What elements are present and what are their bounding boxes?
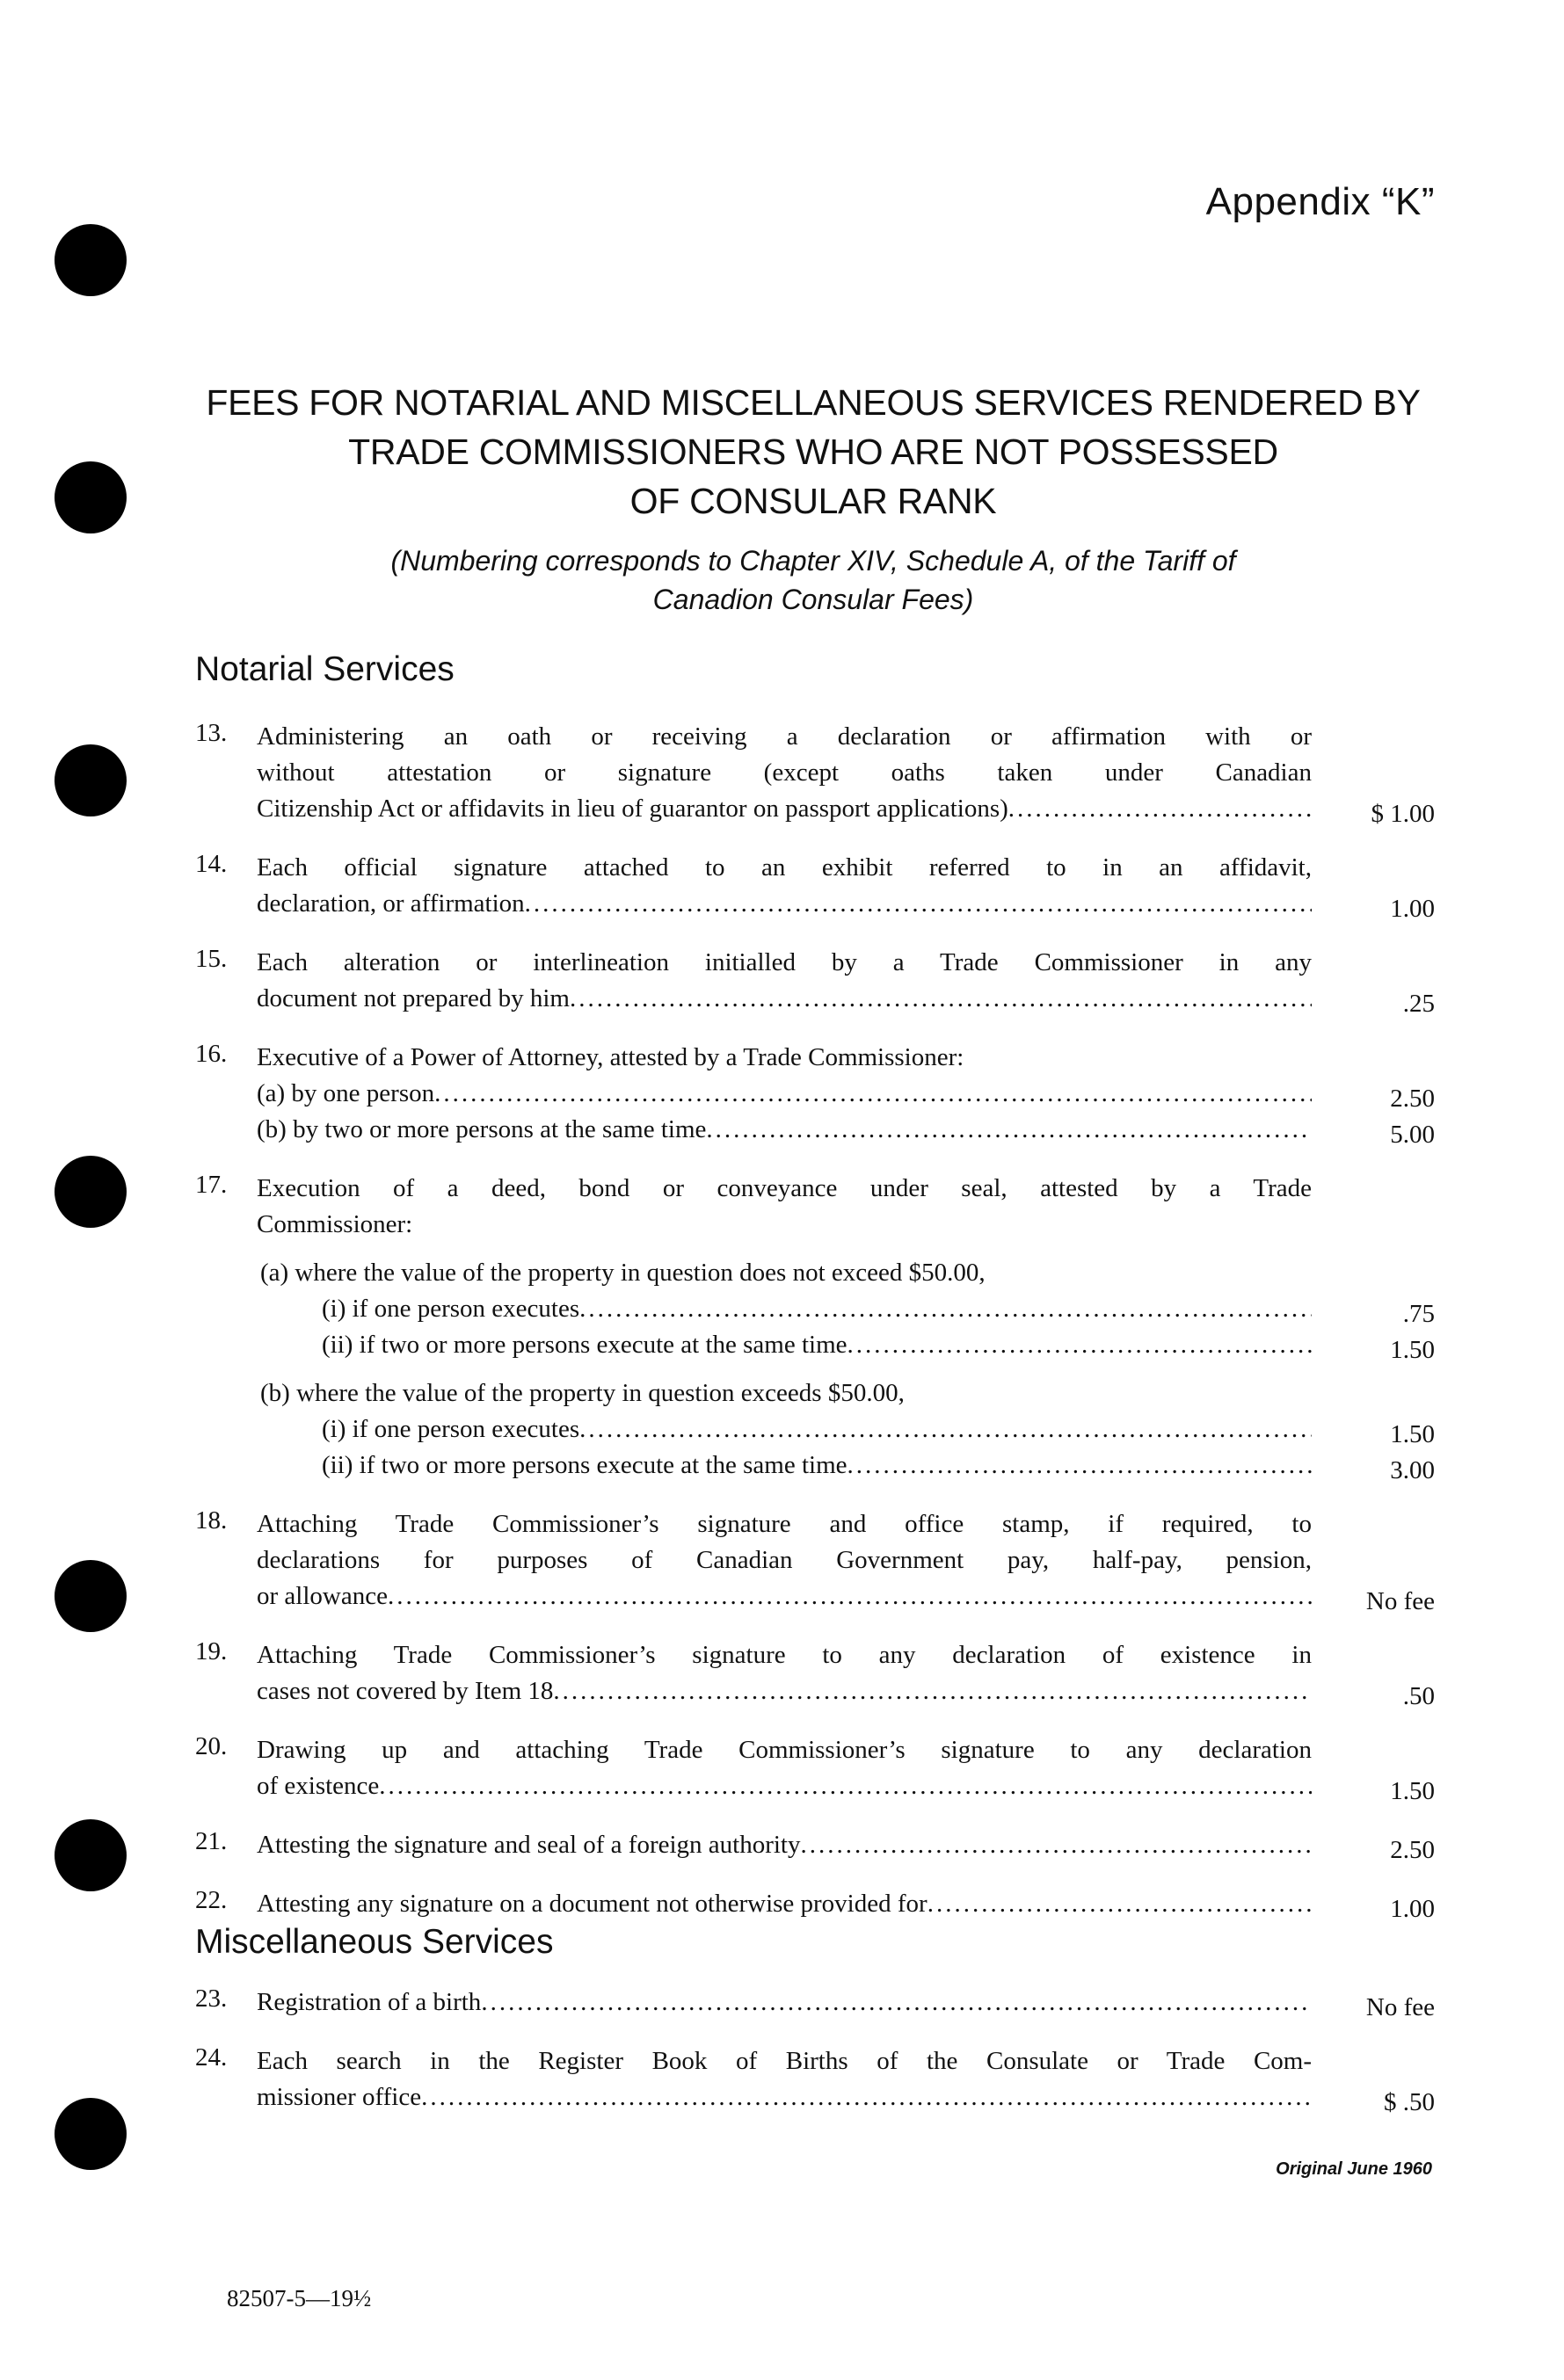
binder-hole — [55, 1819, 127, 1891]
item-subline — [257, 1448, 1435, 1484]
item-text: (b) by two or more persons at the same time — [257, 1115, 707, 1143]
item-text: (a) where the value of the property in question does not exceed $50.00, — [260, 1259, 986, 1287]
section-heading-notarial: Notarial Services — [195, 650, 455, 688]
item-text: or allowance — [257, 1582, 388, 1610]
item-text: Registration of a birth — [257, 1988, 482, 2016]
item-text: (i) if one person executes — [322, 1295, 580, 1323]
item-text-line — [257, 1985, 1435, 2021]
item-number: 18. — [195, 1506, 228, 1535]
item-number: 22. — [195, 1886, 228, 1914]
item-subline — [257, 1291, 1435, 1327]
item-text-line — [257, 1827, 1435, 1863]
fee-amount: 3.00 — [1390, 1456, 1435, 1484]
item-text: of existence — [257, 1772, 380, 1800]
item-number: 21. — [195, 1827, 228, 1855]
item-number: 19. — [195, 1637, 228, 1665]
fee-item-16 — [195, 1040, 1435, 1148]
fee-item-17 — [195, 1171, 1435, 1484]
item-text: Drawing up and attaching Trade Commissioner’s signature to any declaration — [257, 1736, 1312, 1764]
item-number: 20. — [195, 1732, 228, 1760]
item-text-line — [257, 1673, 1435, 1709]
fee-amount: 1.50 — [1390, 1777, 1435, 1804]
item-text-line — [257, 791, 1435, 827]
revision-date: Original June 1960 — [1276, 2159, 1432, 2179]
title-line: TRADE COMMISSIONERS WHO ARE NOT POSSESSED — [348, 432, 1278, 472]
fee-amount: 2.50 — [1390, 1836, 1435, 1863]
item-subline — [257, 1411, 1435, 1448]
item-text: (b) where the value of the property in question exceeds $50.00, — [260, 1379, 905, 1407]
item-text: declaration, or affirmation — [257, 889, 525, 918]
fee-amount: No fee — [1365, 1993, 1435, 2021]
fee-amount: $ .50 — [1384, 2088, 1435, 2115]
notarial-fee-list — [195, 719, 1435, 1945]
fee-item-13 — [195, 719, 1435, 827]
item-text: Executive of a Power of Attorney, attested by a Trade Commissioner: — [257, 1043, 964, 1071]
fee-item-20 — [195, 1732, 1435, 1804]
fee-amount: .50 — [1402, 1682, 1435, 1709]
item-text: (i) if one person executes — [322, 1415, 580, 1443]
fee-amount: 2.50 — [1390, 1085, 1435, 1112]
binder-hole — [55, 1560, 127, 1632]
page-title — [185, 378, 1442, 526]
item-number: 24. — [195, 2043, 228, 2072]
item-text: Each official signature attached to an exhibit referred to in an affidavit, — [257, 853, 1312, 882]
fee-amount: 1.50 — [1390, 1336, 1435, 1363]
item-text-line — [257, 1886, 1435, 1922]
item-text: cases not covered by Item 18 — [257, 1677, 554, 1705]
item-subline — [257, 1076, 1435, 1112]
item-text: Each search in the Register Book of Births of the Consulate or Trade Com- — [257, 2047, 1312, 2075]
item-text: declarations for purposes of Canadian Government pay, half-pay, pension, — [257, 1546, 1312, 1574]
item-number: 17. — [195, 1171, 228, 1199]
section-heading-miscellaneous: Miscellaneous Services — [195, 1923, 554, 1961]
fee-item-21 — [195, 1827, 1435, 1863]
item-text: missioner office — [257, 2083, 422, 2111]
item-text: without attestation or signature (except oaths taken under Canadian — [257, 758, 1312, 787]
fee-item-23 — [195, 1985, 1435, 2021]
item-number: 16. — [195, 1040, 228, 1068]
item-text: Attaching Trade Commissioner’s signature and office stamp, if required, to — [257, 1510, 1312, 1538]
subtitle-line: Canadion Consular Fees) — [652, 584, 974, 615]
item-text-line — [257, 1578, 1435, 1614]
fee-amount: .75 — [1402, 1300, 1435, 1327]
item-text: Execution of a deed, bond or conveyance under seal, attested by a Trade — [257, 1174, 1312, 1202]
fee-item-22 — [195, 1886, 1435, 1922]
item-text: (ii) if two or more persons execute at the same time — [322, 1451, 847, 1479]
item-text-line — [257, 981, 1435, 1017]
item-subline — [257, 1112, 1435, 1148]
page-subtitle — [237, 541, 1389, 619]
item-text-line — [257, 2079, 1435, 2115]
fee-item-15 — [195, 945, 1435, 1017]
misc-fee-list — [195, 1985, 1435, 2138]
item-number: 15. — [195, 945, 228, 973]
item-number: 23. — [195, 1985, 228, 2013]
fee-amount: 5.00 — [1390, 1121, 1435, 1148]
binder-hole — [55, 1156, 127, 1228]
fee-item-19 — [195, 1637, 1435, 1709]
item-text: Each alteration or interlineation initialled by a Trade Commissioner in any — [257, 948, 1312, 976]
fee-amount: 1.50 — [1390, 1420, 1435, 1448]
fee-amount: .25 — [1402, 990, 1435, 1017]
item-text: Citizenship Act or affidavits in lieu of guarantor on passport applications) — [257, 795, 1008, 823]
item-text-line — [257, 1768, 1435, 1804]
print-code: 82507-5—19½ — [227, 2285, 372, 2311]
item-text: Attesting any signature on a document not otherwise provided for — [257, 1890, 927, 1918]
item-text: document not prepared by him — [257, 984, 570, 1012]
fee-amount: 1.00 — [1390, 1895, 1435, 1922]
item-text: (a) by one person — [257, 1079, 435, 1107]
fee-item-14 — [195, 850, 1435, 922]
fee-amount: $ 1.00 — [1371, 800, 1435, 827]
subtitle-line: (Numbering corresponds to Chapter XIV, Schedule A, of the Tariff of — [390, 545, 1236, 577]
item-text: Attesting the signature and seal of a foreign authority — [257, 1831, 801, 1859]
title-line: FEES FOR NOTARIAL AND MISCELLANEOUS SERVICES RENDERED BY — [206, 382, 1421, 423]
appendix-label: Appendix “K” — [1205, 180, 1435, 223]
item-text: Administering an oath or receiving a declaration or affirmation with or — [257, 722, 1312, 751]
binder-hole — [55, 744, 127, 816]
fee-item-18 — [195, 1506, 1435, 1614]
item-number: 13. — [195, 719, 228, 747]
binder-hole — [55, 461, 127, 533]
item-subline — [257, 1327, 1435, 1363]
item-text: Attaching Trade Commissioner’s signature to any declaration of existence in — [257, 1641, 1312, 1669]
item-text-line — [257, 886, 1435, 922]
item-text: Commissioner: — [257, 1210, 413, 1238]
binder-hole — [55, 224, 127, 296]
fee-item-24 — [195, 2043, 1435, 2115]
item-text: (ii) if two or more persons execute at the same time — [322, 1331, 847, 1359]
binder-hole — [55, 2098, 127, 2170]
title-line: OF CONSULAR RANK — [629, 481, 997, 521]
item-number: 14. — [195, 850, 228, 878]
fee-amount: No fee — [1365, 1587, 1435, 1614]
fee-amount: 1.00 — [1390, 895, 1435, 922]
